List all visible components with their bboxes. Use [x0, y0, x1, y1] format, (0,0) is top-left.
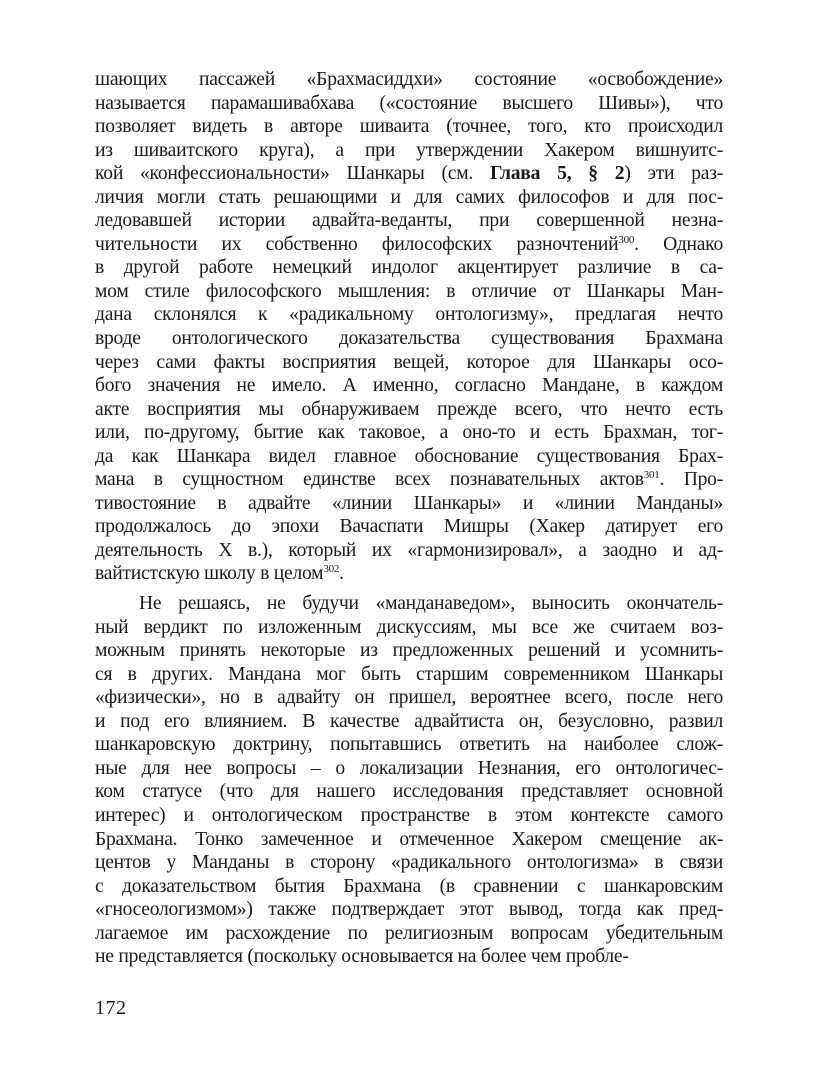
text-line: Брахмана. Тонко замеченное и отмеченное Хакером смещение ак-	[95, 828, 723, 850]
text-line: ся в других. Мандана мог быть старшим современником Шанкары	[95, 663, 723, 685]
text-line: «физически», но в адвайту он пришел, вероятнее всего, после него	[95, 687, 723, 709]
line-text: мана в сущностном единстве всех познавательных актов	[95, 469, 644, 491]
text-line: дана склонялся к «радикальному онтологизму», предлагая нечто	[95, 304, 723, 326]
text-line: или, по-другому, бытие как таковое, а оно-то и есть Брахман, тог-	[95, 422, 723, 444]
line-text: . Однако	[634, 233, 723, 255]
text-line: Не решаясь, не будучи «манданаведом», выносить окончатель-	[139, 593, 723, 615]
footnote-marker: 301	[643, 469, 660, 482]
page-number: 172	[95, 997, 127, 1019]
text-line: лагаемое им расхождение по религиозным вопросам убедительным	[95, 922, 723, 944]
text-line: ные для нее вопросы – о локализации Незнания, его онтологичес-	[95, 757, 723, 779]
text-line: можным принять некоторые из предложенных решений и усомнить-	[95, 640, 723, 662]
line-text: .	[339, 563, 344, 585]
line-text: вайтистскую школу в целом	[95, 563, 324, 585]
line-text: ) эти раз-	[624, 163, 723, 185]
text-line: мом стиле философского мышления: в отличие от Шанкары Ман-	[95, 280, 723, 302]
line-text: . Про-	[659, 469, 723, 491]
text-line: шанкаровскую доктрину, попытавшись ответить на наиболее слож-	[95, 734, 723, 756]
text-line: позволяет видеть в авторе шиваита (точнее, того, кто происходил	[95, 116, 723, 138]
footnote-marker: 302	[323, 563, 340, 576]
text-line: ледовавшей истории адвайта-веданты, при совершенной незна-	[95, 210, 723, 232]
chapter-reference: Глава 5, § 2	[490, 163, 625, 185]
text-line: и под его влиянием. В качестве адвайтиста он, безусловно, развил	[95, 710, 723, 732]
page-body	[95, 68, 723, 969]
text-line: интерес) и онтологическом пространстве в этом контексте самого	[95, 804, 723, 826]
text-line: ный вердикт по изложенным дискуссиям, мы все же считаем воз-	[95, 616, 723, 638]
text-line: вроде онтологического доказательства существования Брахмана	[95, 328, 723, 350]
text-line	[95, 233, 723, 257]
line-text: кой «конфессиональности» Шанкары (см.	[95, 163, 491, 185]
footnote-marker: 300	[618, 233, 635, 246]
paragraph-1	[95, 68, 723, 586]
text-line: центов у Манданы в сторону «радикального онтологизма» в связи	[95, 852, 723, 874]
text-line	[95, 162, 723, 186]
text-line	[95, 562, 723, 586]
text-line: из шиваитского круга), а при утверждении Хакером вишнуитс-	[95, 139, 723, 161]
text-line: личия могли стать решающими и для самих философов и для пос-	[95, 186, 723, 208]
text-line: через сами факты восприятия вещей, которое для Шанкары осо-	[95, 351, 723, 373]
text-line: тивостояние в адвайте «линии Шанкары» и «линии Манданы»	[95, 492, 723, 514]
paragraph-2	[95, 592, 723, 969]
text-line: бого значения не имело. А именно, согласно Мандане, в каждом	[95, 375, 723, 397]
text-line: не представляется (поскольку основывается на более чем пробле-	[95, 946, 629, 968]
text-line: продолжалось до эпохи Вачаспати Мишры (Хакер датирует его	[95, 516, 723, 538]
line-text: чительности их собственно философских разночтений	[95, 233, 619, 255]
text-line: «гносеологизмом») также подтверждает этот вывод, тогда как пред-	[95, 899, 723, 921]
text-line: да как Шанкара видел главное обоснование существования Брах-	[95, 445, 723, 467]
text-line	[95, 468, 723, 492]
text-line: называется парамашивабхава («состояние высшего Шивы»), что	[95, 92, 723, 114]
text-line: с доказательством бытия Брахмана (в сравнении с шанкаровским	[95, 875, 723, 897]
text-line: шающих пассажей «Брахмасиддхи» состояние «освобождение»	[95, 69, 723, 90]
text-line: акте восприятия мы обнаруживаем прежде всего, что нечто есть	[95, 398, 723, 420]
text-line: деятельность X в.), который их «гармонизировал», а заодно и ад-	[95, 539, 723, 561]
text-line: ком статусе (что для нашего исследования представляет основной	[95, 781, 723, 803]
text-line: в другой работе немецкий индолог акцентирует различие в са-	[95, 257, 723, 279]
